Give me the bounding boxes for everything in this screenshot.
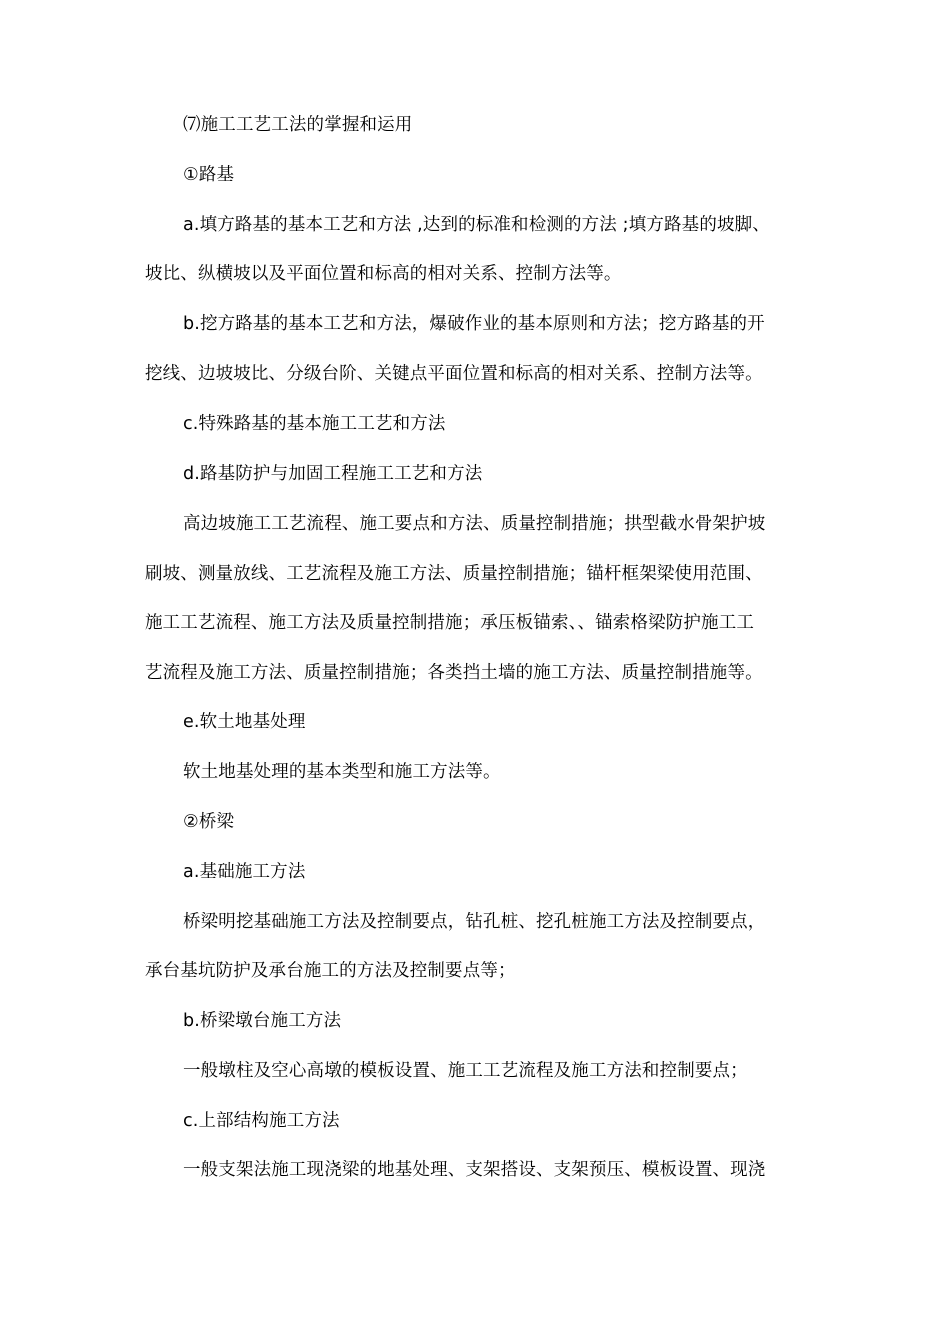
paragraph-line: e.软土地基处理 xyxy=(183,712,306,732)
paragraph-line: 艺流程及施工方法、质量控制措施；各类挡土墙的施工方法、质量控制措施等。 xyxy=(145,663,763,683)
paragraph-line: b.挖方路基的基本工艺和方法，爆破作业的基本原则和方法；挖方路基的开 xyxy=(183,314,765,334)
paragraph-line: 承台基坑防护及承台施工的方法及控制要点等； xyxy=(145,961,516,981)
paragraph-line: 一般支架法施工现浇梁的地基处理、支架搭设、支架预压、模板设置、现浇 xyxy=(183,1160,766,1180)
paragraph-line: d.路基防护与加固工程施工工艺和方法 xyxy=(183,464,483,484)
paragraph-line: a.填方路基的基本工艺和方法 ,达到的标准和检测的方法 ;填方路基的坡脚、 xyxy=(183,215,770,235)
section-bridge-title: ②桥梁 xyxy=(183,812,235,832)
paragraph-line: 桥梁明挖基础施工方法及控制要点，钻孔桩、挖孔桩施工方法及控制要点， xyxy=(183,912,766,932)
paragraph-line: 高边坡施工工艺流程、施工要点和方法、质量控制措施；拱型截水骨架护坡 xyxy=(183,514,766,534)
paragraph-line: b.桥梁墩台施工方法 xyxy=(183,1011,342,1031)
paragraph-line: 一般墩柱及空心高墩的模板设置、施工工艺流程及施工方法和控制要点； xyxy=(183,1061,748,1081)
paragraph-line: 刷坡、测量放线、工艺流程及施工方法、质量控制措施；锚杆框架梁使用范围、 xyxy=(145,564,763,584)
paragraph-line: 软土地基处理的基本类型和施工方法等。 xyxy=(183,762,501,782)
paragraph-line: c.特殊路基的基本施工工艺和方法 xyxy=(183,414,446,434)
paragraph-line: 挖线、边坡坡比、分级台阶、关键点平面位置和标高的相对关系、控制方法等。 xyxy=(145,364,763,384)
heading-construction-methods: ⑺施工工艺工法的掌握和运用 xyxy=(183,115,413,135)
paragraph-line: 坡比、纵横坡以及平面位置和标高的相对关系、控制方法等。 xyxy=(145,264,622,284)
paragraph-line: a.基础施工方法 xyxy=(183,862,306,882)
paragraph-line: c.上部结构施工方法 xyxy=(183,1111,340,1131)
paragraph-line: 施工工艺流程、施工方法及质量控制措施；承压板锚索、、锚索格梁防护施工工 xyxy=(145,613,754,633)
section-subgrade-title: ①路基 xyxy=(183,165,235,185)
